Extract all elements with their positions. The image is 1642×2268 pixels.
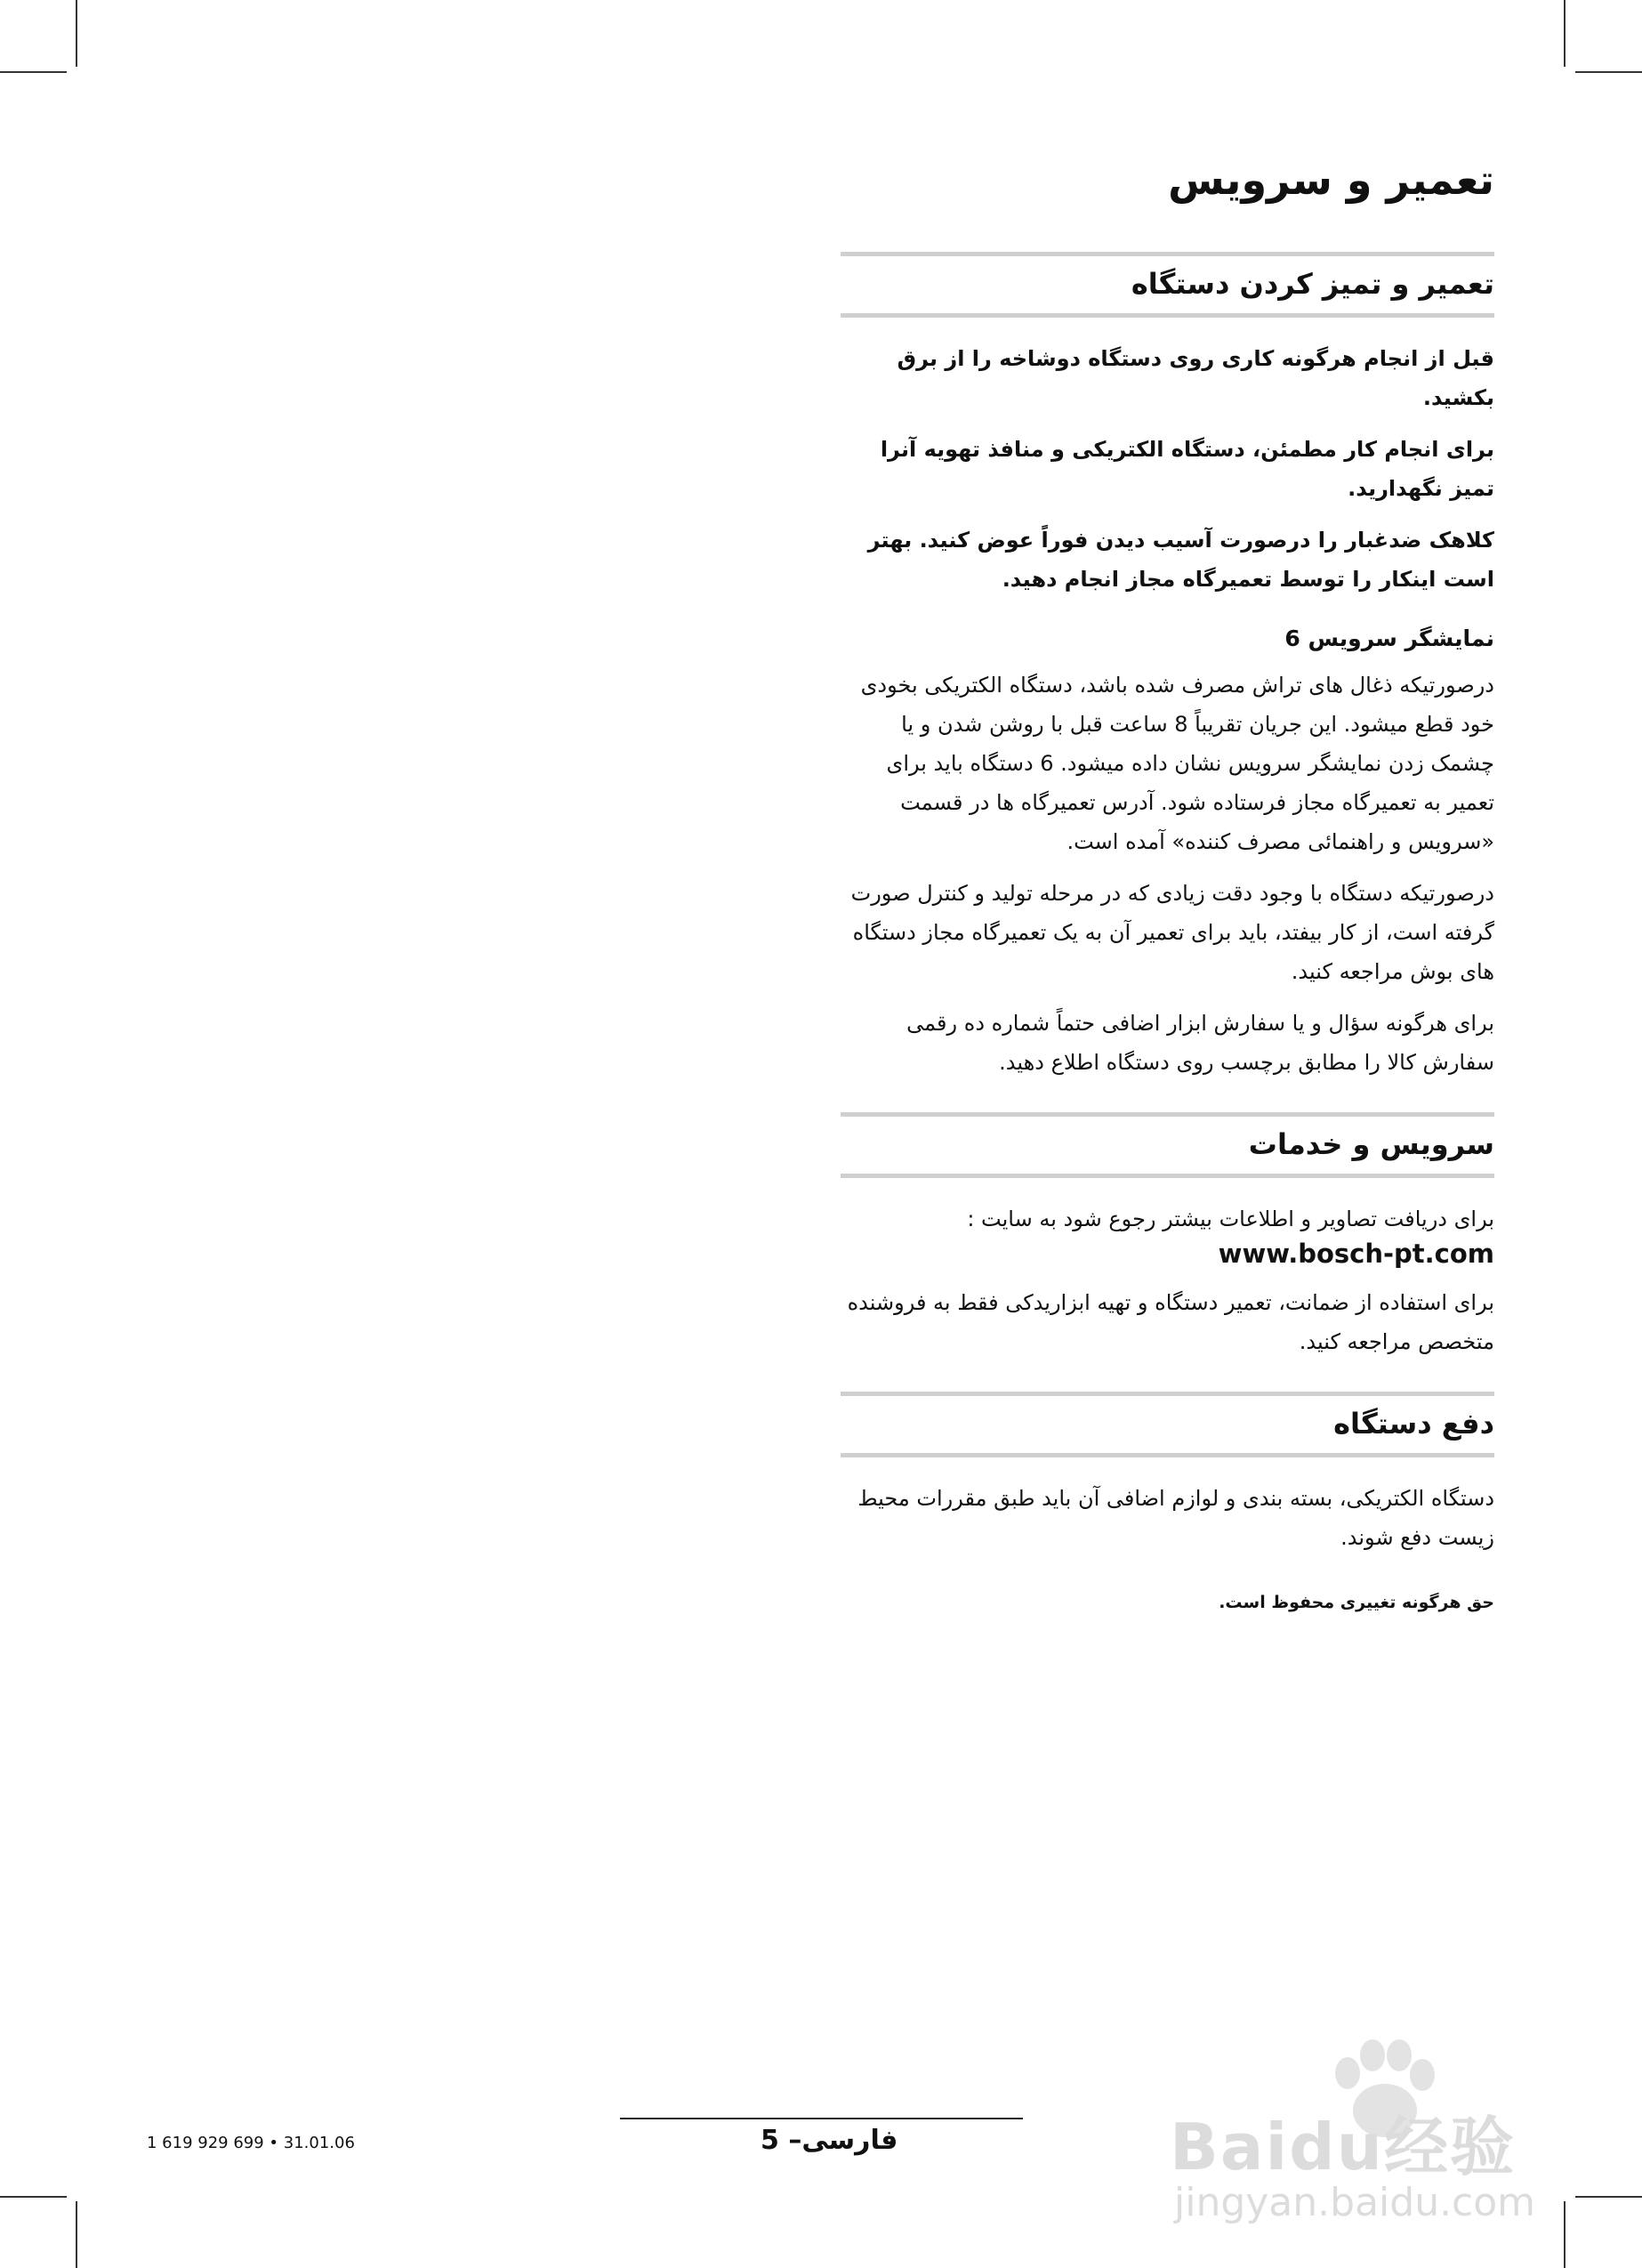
- paragraph: درصورتیکه دستگاه با وجود دقت زیادی که در مرحله تولید و کنترل صورت گرفته است، از کار بیفتد، باید برای تعمیر آن به یک تعمیرگاه مجاز دستگاه های بوش مراجعه کنید.: [850, 881, 1494, 984]
- paragraph: درصورتیکه ذغال های تراش مصرف شده باشد، دستگاه الکتریکی بخودی خود قطع میشود. این جریان تقریباً 8 ساعت قبل با روشن شدن و یا چشمک زدن نمایشگر سرویس نشان داده میشود. 6 دستگاه باید برای تعمیر به تعمیرگاه مجاز فرستاده شود. آدرس تعمیرگاه ها در قسمت «سرویس و راهنمائی مصرف کننده» آمده است.: [860, 673, 1494, 854]
- paragraph: [841, 521, 1494, 599]
- subsection-heading: نمایشگر سرویس 6: [1284, 626, 1494, 651]
- paragraph: برای دریافت تصاویر و اطلاعات بیشتر رجوع شود به سایت :: [967, 1207, 1494, 1231]
- crop-mark-top-left-h: [0, 71, 67, 73]
- crop-mark-bottom-right-h: [1575, 2196, 1642, 2198]
- website-link[interactable]: www.bosch-pt.com: [1218, 1239, 1494, 1269]
- footer-divider: [620, 2118, 1023, 2119]
- paragraph: برای استفاده از ضمانت، تعمیر دستگاه و تهیه ابزاریدکی فقط به فروشنده متخصص مراجعه کنید.: [847, 1290, 1494, 1354]
- crop-mark-top-right-h: [1575, 71, 1642, 73]
- rights-note: حق هرگونه تغییری محفوظ است.: [1219, 1593, 1494, 1612]
- watermark-site: jingyan.baidu.com: [1174, 2180, 1536, 2225]
- section-heading: سرویس و خدمات: [841, 1112, 1494, 1178]
- paragraph-bold-part: کلاهک ضدغبار را درصورت آسیب دیدن فوراً عوض کنید. بهتر است اینکار را توسط تعمیرگاه مجاز انجام دهید.: [867, 528, 1494, 592]
- section-maintenance: [841, 252, 1494, 1082]
- section-service: [841, 1112, 1494, 1361]
- section-heading: دفع دستگاه: [841, 1392, 1494, 1457]
- page-title: تعمیر و سرویس: [1168, 156, 1494, 204]
- watermark-brand: Baidu经验: [1170, 2110, 1516, 2184]
- section-disposal: [841, 1392, 1494, 1557]
- paragraph: برای انجام کار مطمئن، دستگاه الکتریکی و منافذ تهویه آنرا تمیز نگهدارید.: [880, 437, 1494, 501]
- paragraph: دستگاه الکتریکی، بسته بندی و لوازم اضافی آن باید طبق مقررات محیط زیست دفع شوند.: [857, 1486, 1494, 1550]
- paragraph: قبل از انجام هرگونه کاری روی دستگاه دوشاخه را از برق بکشید.: [897, 346, 1494, 410]
- crop-mark-bottom-left: [76, 2201, 77, 2268]
- page-number: فارسی– 5: [761, 2125, 898, 2156]
- watermark: [1165, 2038, 1566, 2233]
- section-heading: تعمیر و تمیز کردن دستگاه: [841, 252, 1494, 318]
- crop-mark-top-left: [76, 0, 77, 67]
- content-column: [841, 156, 1494, 1612]
- crop-mark-top-right: [1564, 0, 1566, 67]
- crop-mark-bottom-left-h: [0, 2196, 67, 2198]
- document-code: 1 619 929 699 • 31.01.06: [147, 2134, 355, 2152]
- paragraph: برای هرگونه سؤال و یا سفارش ابزار اضافی حتماً شماره ده رقمی سفارش کالا را مطابق برچسب روی دستگاه اطلاع دهید.: [906, 1011, 1494, 1075]
